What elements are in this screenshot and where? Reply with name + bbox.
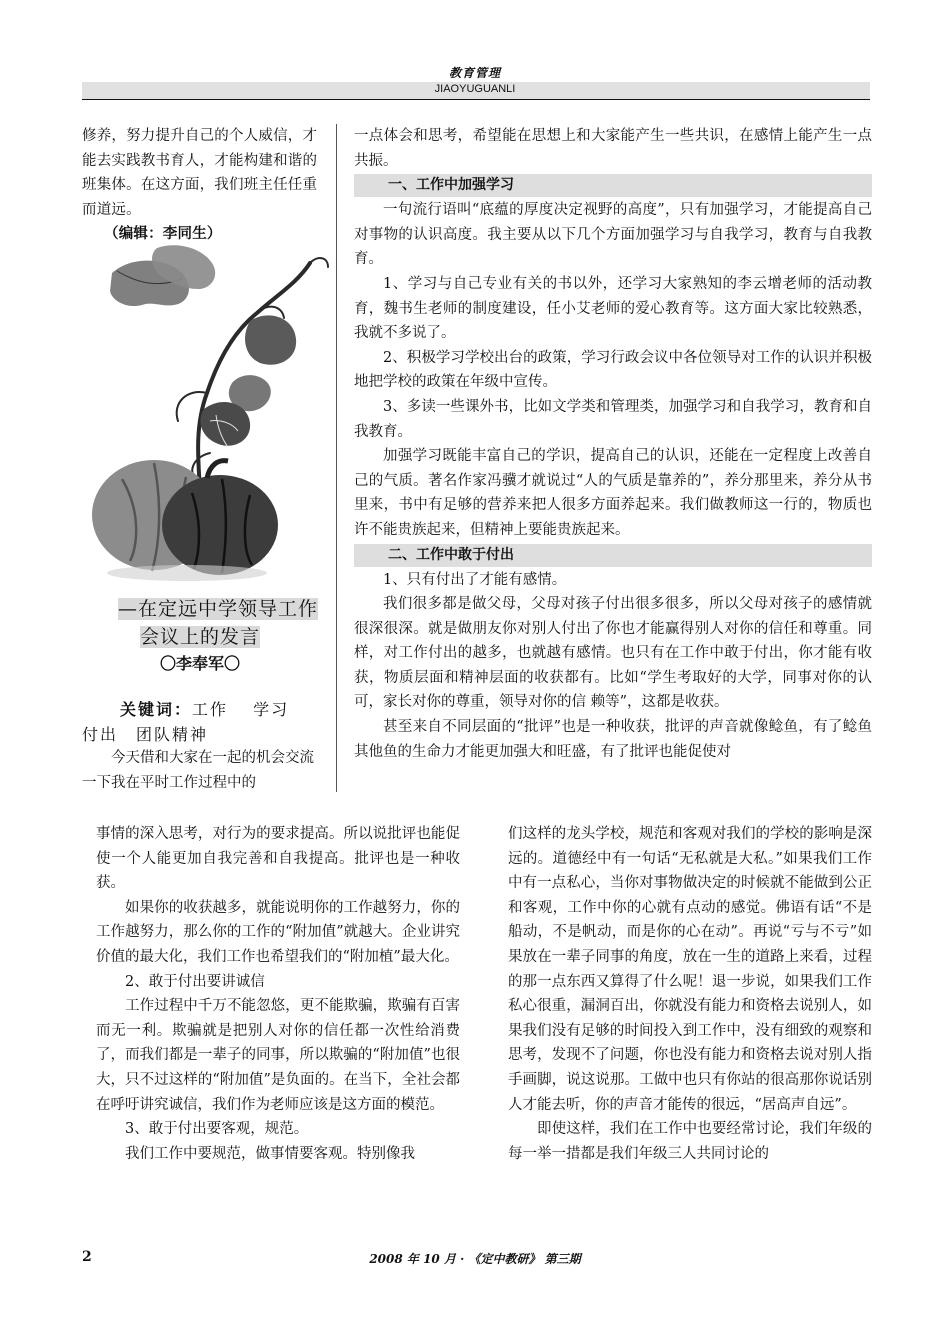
footer-issue: 2008 年 10 月 · 《定中教研》 第三期 [369,1252,581,1266]
paragraph: 1、学习与自己专业有关的书以外，还学习大家熟知的李云增老师的活动教育，魏书生老师的制度建设，任小艾老师的爱心教育等。这方面大家比较熟悉，我就不多说了。 [354,275,872,342]
keywords-label: 关键词： [120,700,193,719]
section-heading-2: 二、工作中敢于付出 [354,544,872,567]
article-intro [82,746,322,795]
paragraph: 1、只有付出了才能有感情。 [383,571,567,588]
keywords-block [82,697,320,747]
paragraph: 即使这样，我们在工作中也要经常讨论，我们年级的每一举一措都是我们年级三人共同讨论的 [508,1121,872,1162]
magazine-section-pinyin: JIAOYUGUANLI [434,83,516,95]
intro-paragraph: 今天借和大家在一起的机会交流一下我在平时工作过程中的 [82,750,314,791]
article-subtitle-line2: 会议上的发言 [139,626,260,648]
bottom-left-text [96,822,460,1166]
column-divider [336,124,337,792]
editor-credit: （编辑：李同生） [104,226,222,243]
paragraph: 一点体会和思考，希望能在思想上和大家能产生一些共识，在感情上能产生一点共振。 [354,128,872,169]
page-number: 2 [82,1249,92,1265]
paragraph: 3、敢于付出要客观，规范。 [125,1121,309,1138]
article-subtitle-line1: —在定远中学领导工作 [117,598,318,620]
left-top-text [82,124,322,247]
paragraph: 工作过程中千万不能忽悠，更不能欺骗，欺骗有百害而无一利。欺骗就是把别人对你的信任都一次性给消费了，而我们都是一辈子的同事，所以欺骗的“附加值”也很大，只不过这样的“附加值”是负面的。在当下，全社会都在呼吁讲究诚信，我们作为老师应该是这方面的模范。 [96,998,460,1113]
article-author: 〇李奉军〇 [159,654,240,673]
paragraph: 加强学习既能丰富自己的学识，提高自己的认识，还能在一定程度上改善自己的气质。著名作家冯骥才就说过“人的气质是靠养的”，养分那里来，养分从书里来，书中有足够的营养来把人很多方面养起来。我们做教师这一行的，物质也许不能贵族起来，但精神上要能贵族起来。 [354,448,872,538]
left-top-paragraph: 修养，努力提升自己的个人威信，才能去实践教书育人，才能构建和谐的班集体。在这方面，我们班主任任重而道远。 [82,128,318,218]
paragraph: 我们很多都是做父母，父母对孩子付出很多很多，所以父母对孩子的感情就很深很深。就是做朋友你对别人付出了你也才能赢得别人对你的信任和尊重。同样，对工作付出的越多，也就越有感情。也只有在工作中敢于付出，你才能有收获，物质层面和精神层面的收获都有。比如“学生考取好的大学，同事对你的认可，家长对你的尊重，领导对你的信 赖等”，这都是收获。 [354,596,872,711]
paragraph: 一句流行语叫“底蕴的厚度决定视野的高度”，只有加强学习，才能提高自己对事物的认识高度。我主要从以下几个方面加强学习与自我学习，教育与自我教育。 [354,202,872,268]
right-top-text [354,124,872,764]
keywords-list: 工作 学习 付出 团队精神 [82,700,308,744]
paragraph: 如果你的收获越多，就能说明你的工作越努力，你的工作越努力，那么你的工作的“附加值”就越大。企业讲究价值的最大化，我们工作也希望我们的“附加植”最大化。 [96,899,460,965]
pumpkin-vine-illustration [82,243,336,585]
paragraph: 们这样的龙头学校，规范和客观对我们的学校的影响是深远的。道德经中有一句话“无私就是大私。”如果我们工作中有一点私心，当你对事物做决定的时候就不能做到公正和客观，工作中你的心就有点动的感觉。佛语有话“不是船动，不是帆动，而是你的心在动”。再说“亏与不亏”如果放在一辈子同事的角度，放在一生的道路上来看，过程的那一点东西又算得了什么呢！退一步说，如果我们工作私心很重，漏洞百出，你就没有能力和资格去说别人，如果我们没有足够的时间投入到工作中，没有细致的观察和思考，发现不了问题，你也没有能力和资格去说对别人指手画脚，说这说那。工做中也只有你站的很高那你说话别人才能去听，你的声音才能传的很远，“居高声自远”。 [508,826,872,1113]
paragraph: 2、敢于付出要讲诚信 [125,973,265,990]
section-heading-1: 一、工作中加强学习 [354,174,872,197]
paragraph: 事情的深入思考，对行为的要求提高。所以说批评也能促使一个人能更加自我完善和自我提高。批评也是一种收获。 [96,826,460,892]
paragraph: 甚至来自不同层面的“批评”也是一种收获，批评的声音就像鲶鱼，有了鲶鱼其他鱼的生命力才能更加强大和旺盛，有了批评也能促使对 [354,719,872,760]
paragraph: 2、积极学习学校出台的政策，学习行政会议中各位领导对工作的认识并积极地把学校的政策在年级中宣传。 [354,349,872,391]
paragraph: 我们工作中要规范，做事情要客观。特别像我 [125,1145,415,1162]
bottom-right-text [508,822,872,1166]
paragraph: 3、多读一些课外书，比如文学类和管理类，加强学习和自我学习，教育和自我教育。 [354,398,872,440]
magazine-section-title: 教育管理 [448,66,501,80]
